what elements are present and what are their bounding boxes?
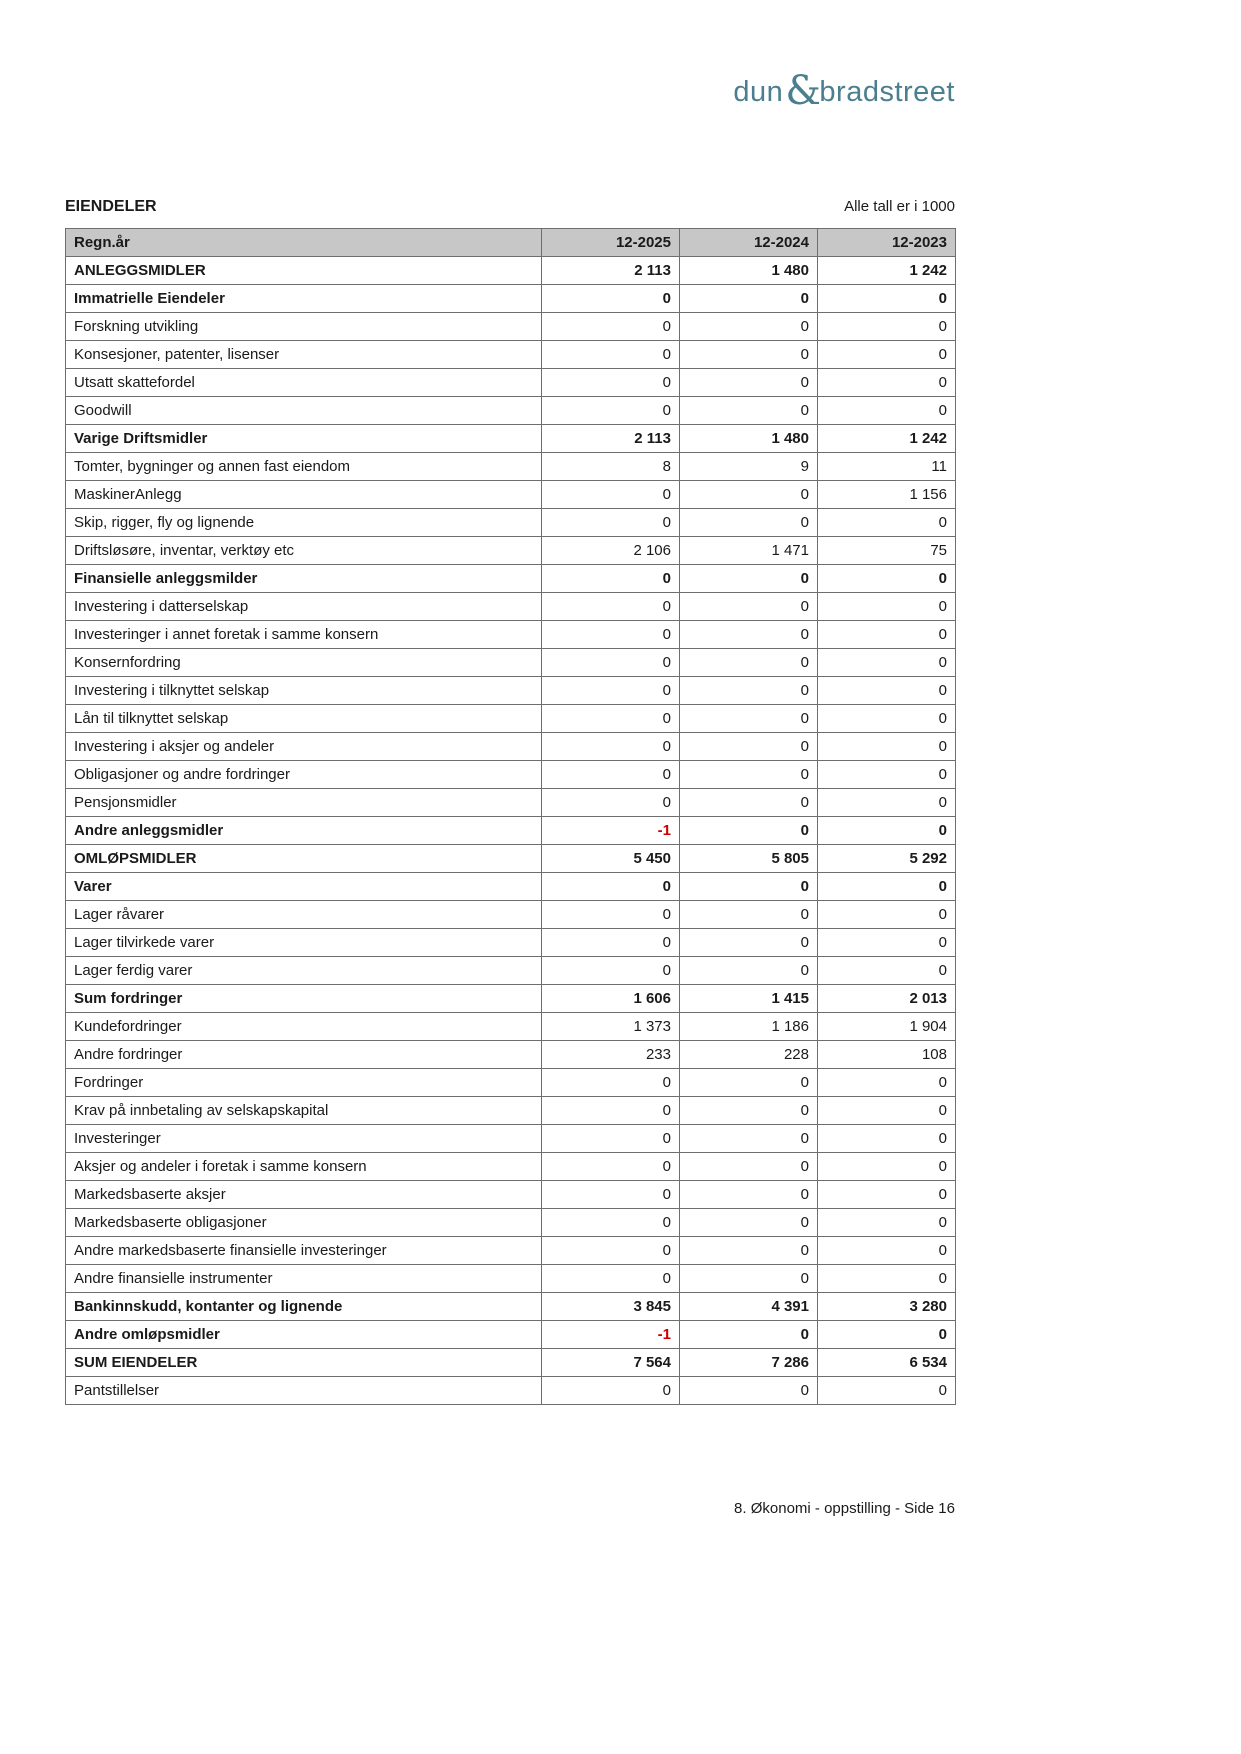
row-value: 1 415 — [680, 985, 818, 1013]
row-label: Goodwill — [66, 397, 542, 425]
row-value: 5 292 — [818, 845, 956, 873]
row-value: 7 286 — [680, 1349, 818, 1377]
row-value: 0 — [542, 1181, 680, 1209]
row-value: 0 — [818, 341, 956, 369]
row-value: 11 — [818, 453, 956, 481]
row-label: SUM EIENDELER — [66, 1349, 542, 1377]
row-value: 0 — [818, 901, 956, 929]
row-value: 0 — [542, 677, 680, 705]
row-value: 3 280 — [818, 1293, 956, 1321]
row-value: 0 — [680, 733, 818, 761]
table-row — [66, 285, 956, 313]
row-label: Lager tilvirkede varer — [66, 929, 542, 957]
row-value: 0 — [680, 677, 818, 705]
table-row — [66, 873, 956, 901]
row-label: Andre omløpsmidler — [66, 1321, 542, 1349]
row-label: Lån til tilknyttet selskap — [66, 705, 542, 733]
row-label: Varige Driftsmidler — [66, 425, 542, 453]
row-label: Andre finansielle instrumenter — [66, 1265, 542, 1293]
row-label: Investering i datterselskap — [66, 593, 542, 621]
table-row — [66, 1097, 956, 1125]
row-value: 0 — [818, 705, 956, 733]
table-row — [66, 453, 956, 481]
table-row — [66, 789, 956, 817]
row-value: 0 — [680, 509, 818, 537]
row-label: Investering i tilknyttet selskap — [66, 677, 542, 705]
row-label: Fordringer — [66, 1069, 542, 1097]
row-value: 0 — [818, 1153, 956, 1181]
row-value: 0 — [818, 817, 956, 845]
table-row — [66, 677, 956, 705]
table-row — [66, 817, 956, 845]
row-value: 0 — [680, 1181, 818, 1209]
row-value: 0 — [818, 929, 956, 957]
row-label: Investeringer i annet foretak i samme konsern — [66, 621, 542, 649]
row-value: 0 — [818, 397, 956, 425]
row-value: 0 — [680, 1069, 818, 1097]
row-value: 0 — [818, 1377, 956, 1405]
logo-text-bradstreet: bradstreet — [819, 76, 955, 108]
row-value: 0 — [542, 761, 680, 789]
row-value: 0 — [542, 369, 680, 397]
row-value: 0 — [818, 1097, 956, 1125]
row-value: 0 — [680, 285, 818, 313]
row-label: Bankinnskudd, kontanter og lignende — [66, 1293, 542, 1321]
row-label: Varer — [66, 873, 542, 901]
row-label: MaskinerAnlegg — [66, 481, 542, 509]
row-value: 1 471 — [680, 537, 818, 565]
table-row — [66, 1321, 956, 1349]
row-value: 0 — [818, 957, 956, 985]
column-header-12-2023: 12-2023 — [818, 229, 956, 257]
row-value: 7 564 — [542, 1349, 680, 1377]
row-value: 0 — [680, 593, 818, 621]
row-value: 0 — [680, 369, 818, 397]
row-value: 0 — [680, 565, 818, 593]
row-value: 0 — [818, 1181, 956, 1209]
row-value: 0 — [680, 957, 818, 985]
row-value: 0 — [818, 1125, 956, 1153]
table-row — [66, 929, 956, 957]
row-label: Immatrielle Eiendeler — [66, 285, 542, 313]
row-value: 0 — [680, 761, 818, 789]
row-value: 0 — [542, 733, 680, 761]
row-label: Finansielle anleggsmilder — [66, 565, 542, 593]
row-value: 0 — [542, 957, 680, 985]
row-label: Krav på innbetaling av selskapskapital — [66, 1097, 542, 1125]
row-value: 1 480 — [680, 257, 818, 285]
row-value: 0 — [818, 761, 956, 789]
table-row — [66, 1069, 956, 1097]
row-label: Sum fordringer — [66, 985, 542, 1013]
row-label: Lager råvarer — [66, 901, 542, 929]
row-value: 9 — [680, 453, 818, 481]
row-value: 0 — [818, 565, 956, 593]
row-label: ANLEGGSMIDLER — [66, 257, 542, 285]
row-value: 0 — [818, 509, 956, 537]
row-value: 0 — [818, 313, 956, 341]
row-value: 0 — [680, 649, 818, 677]
row-value: 0 — [818, 733, 956, 761]
row-value: 0 — [680, 1377, 818, 1405]
table-row — [66, 1013, 956, 1041]
row-value: 0 — [818, 649, 956, 677]
row-value: 0 — [818, 1209, 956, 1237]
row-value: 6 534 — [818, 1349, 956, 1377]
row-value: 0 — [542, 593, 680, 621]
row-label: Pensjonsmidler — [66, 789, 542, 817]
row-label: Andre fordringer — [66, 1041, 542, 1069]
table-row — [66, 369, 956, 397]
row-value: 0 — [818, 789, 956, 817]
units-note: Alle tall er i 1000 — [844, 198, 955, 215]
row-value: 0 — [680, 901, 818, 929]
table-row — [66, 1377, 956, 1405]
row-label: Skip, rigger, fly og lignende — [66, 509, 542, 537]
row-value: 0 — [680, 481, 818, 509]
row-label: Utsatt skattefordel — [66, 369, 542, 397]
row-value: 0 — [680, 929, 818, 957]
row-label: Markedsbaserte aksjer — [66, 1181, 542, 1209]
row-value: 0 — [818, 1069, 956, 1097]
row-value: 0 — [818, 1321, 956, 1349]
table-row — [66, 537, 956, 565]
table-row — [66, 649, 956, 677]
table-header-row — [66, 229, 956, 257]
row-label: Investering i aksjer og andeler — [66, 733, 542, 761]
table-body — [66, 257, 956, 1405]
row-label: OMLØPSMIDLER — [66, 845, 542, 873]
row-value: 1 480 — [680, 425, 818, 453]
row-value: 0 — [680, 1125, 818, 1153]
row-value: 0 — [542, 649, 680, 677]
row-value: 0 — [542, 1069, 680, 1097]
row-value: 0 — [818, 369, 956, 397]
row-value: 0 — [542, 565, 680, 593]
row-value: 1 242 — [818, 425, 956, 453]
row-value: 0 — [680, 313, 818, 341]
row-value: 233 — [542, 1041, 680, 1069]
table-row — [66, 901, 956, 929]
row-value: 2 106 — [542, 537, 680, 565]
table-row — [66, 257, 956, 285]
row-value: 3 845 — [542, 1293, 680, 1321]
row-value: 0 — [542, 397, 680, 425]
row-value: 0 — [680, 1153, 818, 1181]
row-label: Driftsløsøre, inventar, verktøy etc — [66, 537, 542, 565]
balance-sheet-table — [65, 228, 956, 1405]
table-row — [66, 1209, 956, 1237]
row-value: 1 606 — [542, 985, 680, 1013]
row-value: 0 — [680, 1209, 818, 1237]
row-value: 0 — [818, 621, 956, 649]
row-value: 5 805 — [680, 845, 818, 873]
row-value: 0 — [680, 1237, 818, 1265]
row-value: 2 013 — [818, 985, 956, 1013]
table-row — [66, 1125, 956, 1153]
table-row — [66, 1265, 956, 1293]
row-value: 0 — [680, 705, 818, 733]
table-row — [66, 1293, 956, 1321]
table-row — [66, 509, 956, 537]
row-value: 0 — [680, 397, 818, 425]
row-value: 0 — [542, 1377, 680, 1405]
row-value: 0 — [680, 621, 818, 649]
row-value: -1 — [542, 1321, 680, 1349]
row-label: Obligasjoner og andre fordringer — [66, 761, 542, 789]
row-value: 0 — [542, 313, 680, 341]
row-value: 0 — [542, 509, 680, 537]
table-row — [66, 481, 956, 509]
row-value: 1 373 — [542, 1013, 680, 1041]
row-value: 1 242 — [818, 257, 956, 285]
table-row — [66, 845, 956, 873]
row-label: Pantstillelser — [66, 1377, 542, 1405]
table-row — [66, 761, 956, 789]
row-value: 0 — [542, 621, 680, 649]
table-row — [66, 705, 956, 733]
row-value: 4 391 — [680, 1293, 818, 1321]
row-value: 228 — [680, 1041, 818, 1069]
row-label: Kundefordringer — [66, 1013, 542, 1041]
row-value: 0 — [680, 873, 818, 901]
row-label: Andre markedsbaserte finansielle investeringer — [66, 1237, 542, 1265]
logo-ampersand-icon: & — [785, 68, 822, 114]
table-row — [66, 397, 956, 425]
table-row — [66, 341, 956, 369]
row-value: 2 113 — [542, 257, 680, 285]
row-value: 0 — [818, 285, 956, 313]
row-value: 1 904 — [818, 1013, 956, 1041]
column-header-12-2024: 12-2024 — [680, 229, 818, 257]
row-value: 0 — [542, 789, 680, 817]
row-value: 0 — [818, 677, 956, 705]
row-value: 0 — [542, 481, 680, 509]
row-value: 0 — [680, 1097, 818, 1125]
table-row — [66, 425, 956, 453]
column-header-regnar: Regn.år — [66, 229, 542, 257]
table-row — [66, 985, 956, 1013]
table-row — [66, 593, 956, 621]
table-row — [66, 313, 956, 341]
table-row — [66, 621, 956, 649]
logo-text-dun: dun — [733, 76, 784, 108]
row-value: 0 — [542, 341, 680, 369]
row-value: 1 186 — [680, 1013, 818, 1041]
table-row — [66, 957, 956, 985]
row-value: 0 — [542, 1097, 680, 1125]
row-value: 0 — [680, 1321, 818, 1349]
page-title: EIENDELER — [65, 198, 157, 215]
row-value: 1 156 — [818, 481, 956, 509]
table-row — [66, 1237, 956, 1265]
row-label: Andre anleggsmidler — [66, 817, 542, 845]
row-value: 0 — [542, 285, 680, 313]
row-value: 0 — [542, 1237, 680, 1265]
row-value: 0 — [542, 1209, 680, 1237]
table-row — [66, 733, 956, 761]
row-value: 0 — [542, 1265, 680, 1293]
row-label: Lager ferdig varer — [66, 957, 542, 985]
row-value: 0 — [542, 1125, 680, 1153]
row-label: Forskning utvikling — [66, 313, 542, 341]
row-value: 0 — [680, 341, 818, 369]
row-label: Aksjer og andeler i foretak i samme konsern — [66, 1153, 542, 1181]
row-value: 0 — [542, 901, 680, 929]
row-label: Konsesjoner, patenter, lisenser — [66, 341, 542, 369]
title-row — [65, 198, 955, 216]
row-value: 0 — [680, 1265, 818, 1293]
table-row — [66, 1041, 956, 1069]
table-row — [66, 1153, 956, 1181]
row-value: 0 — [680, 817, 818, 845]
row-value: -1 — [542, 817, 680, 845]
table-row — [66, 1349, 956, 1377]
row-value: 0 — [542, 929, 680, 957]
row-value: 0 — [818, 1265, 956, 1293]
row-value: 0 — [542, 873, 680, 901]
row-label: Tomter, bygninger og annen fast eiendom — [66, 453, 542, 481]
row-value: 0 — [818, 1237, 956, 1265]
row-value: 5 450 — [542, 845, 680, 873]
row-value: 75 — [818, 537, 956, 565]
column-header-12-2025: 12-2025 — [542, 229, 680, 257]
row-value: 0 — [680, 789, 818, 817]
row-value: 0 — [542, 1153, 680, 1181]
page-footer: 8. Økonomi - oppstilling - Side 16 — [734, 1500, 955, 1517]
row-label: Konsernfordring — [66, 649, 542, 677]
dun-bradstreet-logo — [733, 68, 955, 114]
row-value: 108 — [818, 1041, 956, 1069]
row-value: 0 — [542, 705, 680, 733]
row-value: 8 — [542, 453, 680, 481]
row-label: Markedsbaserte obligasjoner — [66, 1209, 542, 1237]
row-value: 0 — [818, 873, 956, 901]
row-value: 2 113 — [542, 425, 680, 453]
table-row — [66, 1181, 956, 1209]
row-value: 0 — [818, 593, 956, 621]
table-row — [66, 565, 956, 593]
row-label: Investeringer — [66, 1125, 542, 1153]
